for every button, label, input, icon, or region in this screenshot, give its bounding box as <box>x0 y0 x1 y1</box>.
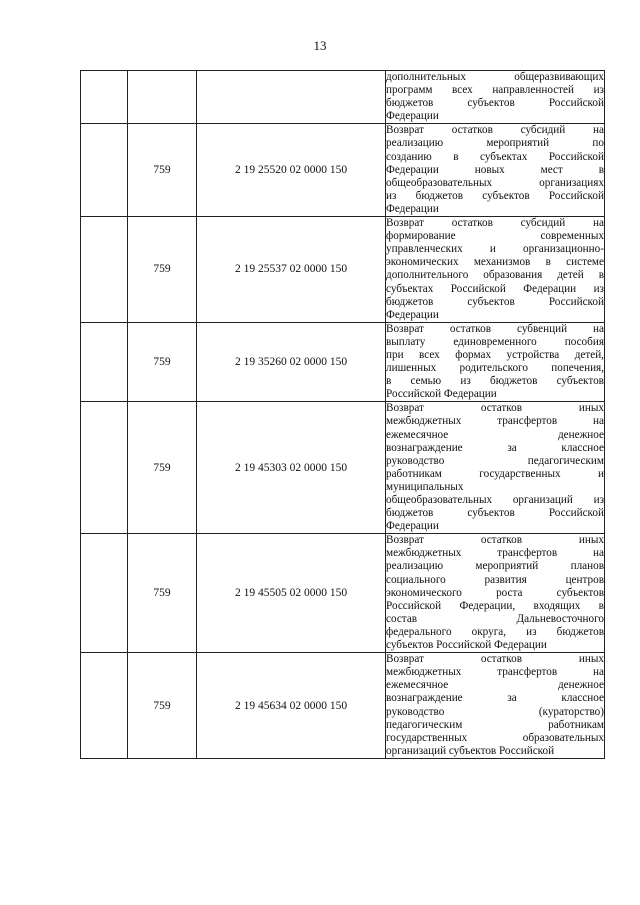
budget-code-cell: 2 19 45505 02 0000 150 <box>197 534 386 653</box>
description-line: ежемесячное денежное <box>386 679 604 692</box>
description-line: субъектов Российской Федерации <box>386 639 547 652</box>
description-line: субъектах Российской Федерации из <box>386 282 604 295</box>
budget-code-cell: 2 19 25520 02 0000 150 <box>197 124 386 217</box>
table-row <box>81 322 605 402</box>
empty-cell <box>81 71 128 124</box>
description-line: Федерации <box>386 308 439 321</box>
table-row <box>81 124 605 217</box>
description-line: Возврат остатков субсидий на <box>386 124 604 137</box>
description-line: ежемесячное денежное <box>386 428 604 441</box>
description-line: Возврат остатков субсидий на <box>386 217 604 230</box>
description-line: общеобразовательных организаций из <box>386 494 604 506</box>
description-line: Возврат остатков субвенций на <box>386 322 604 335</box>
description-line: муниципальных <box>386 480 464 493</box>
description-line: формирование современных <box>386 230 604 243</box>
administrator-code-cell: 759 <box>128 653 197 759</box>
description-line: Федерации <box>386 110 439 123</box>
description-line: межбюджетных трансфертов на <box>386 415 604 428</box>
description-line: программ всех направленностей из <box>386 84 604 97</box>
description-cell <box>386 322 605 402</box>
table-row <box>81 217 605 323</box>
description-cell <box>386 217 605 323</box>
description-line: состав Дальневосточного <box>386 612 604 625</box>
description-line: созданию в субъектах Российской <box>386 150 604 163</box>
empty-cell <box>81 124 128 217</box>
description-line: дополнительного образования детей в <box>386 269 604 282</box>
description-line: из бюджетов субъектов Российской <box>386 189 604 202</box>
description-line: организаций субъектов Российской <box>386 744 555 757</box>
description-line: реализацию мероприятий по <box>386 137 604 150</box>
description-line: вознаграждение за классное <box>386 441 604 454</box>
description-line: межбюджетных трансфертов на <box>386 547 604 560</box>
administrator-code-cell <box>128 71 197 124</box>
administrator-code-cell: 759 <box>128 322 197 402</box>
description-line: экономических механизмов в системе <box>386 256 604 269</box>
budget-code-cell: 2 19 45634 02 0000 150 <box>197 653 386 759</box>
budget-code-cell: 2 19 25537 02 0000 150 <box>197 217 386 323</box>
description-line: социального развития центров <box>386 573 604 586</box>
description-line: вознаграждение за классное <box>386 692 604 705</box>
description-line: Возврат остатков иных <box>386 653 604 666</box>
description-line: руководство педагогическим <box>386 454 604 467</box>
table-row <box>81 71 605 124</box>
description-cell <box>386 653 605 759</box>
description-line: Федерации <box>386 202 439 215</box>
description-line: Федерации <box>386 520 439 533</box>
description-line: лишенных родительского попечения, <box>386 362 604 375</box>
description-line: выплату единовременного пособия <box>386 335 604 348</box>
budget-classification-table <box>80 70 605 759</box>
description-line: руководство (кураторство) <box>386 705 604 718</box>
budget-code-cell: 2 19 45303 02 0000 150 <box>197 402 386 534</box>
administrator-code-cell: 759 <box>128 534 197 653</box>
table-row <box>81 402 605 534</box>
description-cell <box>386 124 605 217</box>
administrator-code-cell: 759 <box>128 124 197 217</box>
description-cell <box>386 402 605 534</box>
description-line: Федерации новых мест в <box>386 163 604 176</box>
description-line: общеобразовательных организациях <box>386 176 604 189</box>
budget-code-cell: 2 19 35260 02 0000 150 <box>197 322 386 402</box>
empty-cell <box>81 217 128 323</box>
description-line: работникам государственных и <box>386 467 604 480</box>
description-line: управленческих и организационно- <box>386 243 604 256</box>
budget-code-cell <box>197 71 386 124</box>
description-line: федерального округа, из бюджетов <box>386 625 604 638</box>
description-line: межбюджетных трансфертов на <box>386 666 604 679</box>
table-row <box>81 653 605 759</box>
description-cell <box>386 534 605 653</box>
description-cell <box>386 71 605 124</box>
description-line: дополнительных общеразвивающих <box>386 71 604 83</box>
description-line: при всех формах устройства детей, <box>386 348 604 361</box>
description-line: экономического роста субъектов <box>386 586 604 599</box>
description-line: бюджетов субъектов Российской <box>386 97 604 110</box>
description-line: Российской Федерации <box>386 388 497 401</box>
empty-cell <box>81 402 128 534</box>
empty-cell <box>81 653 128 759</box>
description-line: Российской Федерации, входящих в <box>386 599 604 612</box>
page-number: 13 <box>313 38 327 53</box>
description-line: бюджетов субъектов Российской <box>386 295 604 308</box>
description-line: Возврат остатков иных <box>386 534 604 547</box>
administrator-code-cell: 759 <box>128 402 197 534</box>
description-line: реализацию мероприятий планов <box>386 560 604 573</box>
description-line: государственных образовательных <box>386 731 604 744</box>
empty-cell <box>81 322 128 402</box>
description-line: бюджетов субъектов Российской <box>386 507 604 520</box>
description-line: в семью из бюджетов субъектов <box>386 375 604 388</box>
table-row <box>81 534 605 653</box>
administrator-code-cell: 759 <box>128 217 197 323</box>
empty-cell <box>81 534 128 653</box>
description-line: педагогическим работникам <box>386 718 604 731</box>
description-line: Возврат остатков иных <box>386 402 604 415</box>
